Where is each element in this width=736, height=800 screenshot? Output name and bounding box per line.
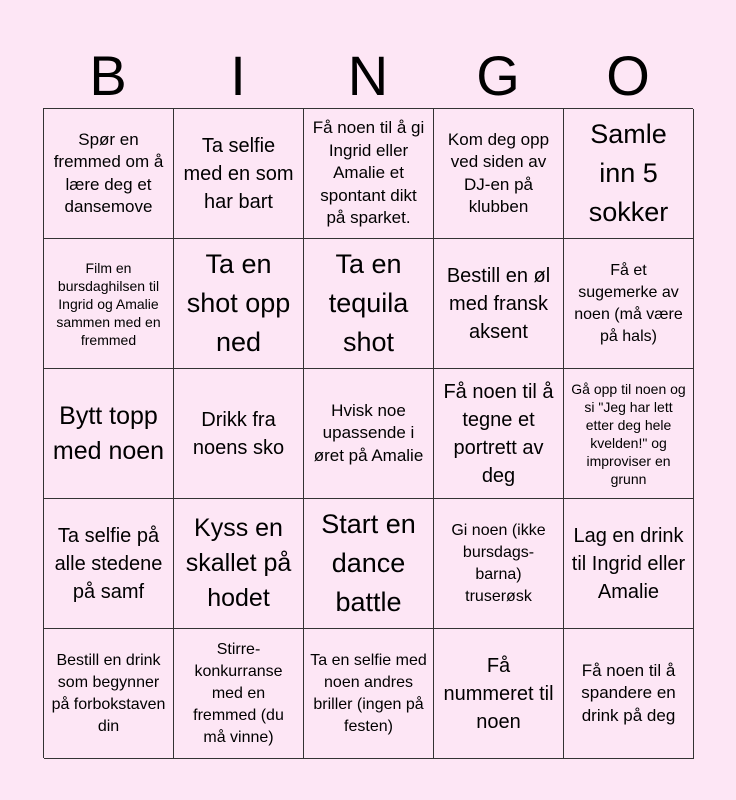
bingo-cell-4-5[interactable] — [564, 499, 694, 629]
header-letter-b: B — [89, 44, 127, 107]
bingo-header — [43, 44, 693, 108]
cell-text: Samle inn 5 sokker — [588, 119, 669, 227]
bingo-cell-3-3[interactable] — [304, 369, 434, 499]
cell-text: Få noen til å spandere en drink på deg — [581, 660, 676, 725]
cell-text: Bestill en drink som begynner på forbokstaven din — [51, 651, 166, 735]
header-letter-g: G — [476, 44, 520, 107]
bingo-cell-5-3[interactable] — [304, 629, 434, 759]
bingo-cell-1-2[interactable] — [174, 109, 304, 239]
cell-text: Få noen til å gi Ingrid eller Amalie et spontant dikt på sparket. — [312, 118, 425, 228]
bingo-cell-4-4[interactable] — [434, 499, 564, 629]
cell-text: Kom deg opp ved siden av DJ-en på klubben — [447, 129, 550, 216]
cell-text: Ta selfie med en som har bart — [183, 134, 294, 213]
bingo-cell-1-1[interactable] — [44, 109, 174, 239]
bingo-cell-4-3[interactable] — [304, 499, 434, 629]
bingo-cell-4-1[interactable] — [44, 499, 174, 629]
bingo-cell-1-4[interactable] — [434, 109, 564, 239]
bingo-cell-2-5[interactable] — [564, 239, 694, 369]
bingo-cell-3-5[interactable] — [564, 369, 694, 499]
cell-text: Spør en fremmed om å lære deg et dansemove — [53, 129, 164, 216]
bingo-cell-5-1[interactable] — [44, 629, 174, 759]
bingo-cell-5-2[interactable] — [174, 629, 304, 759]
bingo-cell-2-4[interactable] — [434, 239, 564, 369]
cell-text: Få nummeret til noen — [443, 654, 554, 733]
cell-text: Gå opp til noen og si "Jeg har lett etter deg hele kvelden!" og improviser en grunn — [571, 380, 686, 487]
cell-text: Få et sugemerke av noen (må være på hals) — [574, 261, 683, 345]
bingo-cell-5-5[interactable] — [564, 629, 694, 759]
cell-text: Hvisk noe upassende i øret på Amalie — [313, 400, 424, 465]
bingo-cell-2-1[interactable] — [44, 239, 174, 369]
cell-text: Drikk fra noens sko — [192, 408, 285, 459]
bingo-cell-3-2[interactable] — [174, 369, 304, 499]
cell-text: Kyss en skallet på hodet — [185, 514, 292, 612]
header-letter-o: O — [606, 44, 650, 107]
cell-text: Bytt topp med noen — [52, 401, 165, 465]
cell-text: Ta selfie på alle stedene på samf — [54, 524, 163, 603]
bingo-grid — [43, 108, 693, 758]
cell-text: Bestill en øl med fransk aksent — [446, 264, 551, 343]
bingo-cell-3-1[interactable] — [44, 369, 174, 499]
bingo-cell-2-3[interactable] — [304, 239, 434, 369]
cell-text: Få noen til å tegne et portrett av deg — [443, 380, 554, 487]
cell-text: Ta en shot opp ned — [186, 249, 291, 357]
bingo-cell-5-4[interactable] — [434, 629, 564, 759]
bingo-cell-3-4[interactable] — [434, 369, 564, 499]
bingo-cell-2-2[interactable] — [174, 239, 304, 369]
cell-text: Film en bursdaghilsen til Ingrid og Amalie sammen med en fremmed — [56, 259, 161, 348]
cell-text: Gi noen (ikke bursdags-barna) truserøsk — [451, 521, 546, 605]
bingo-cell-1-3[interactable] — [304, 109, 434, 239]
bingo-cell-4-2[interactable] — [174, 499, 304, 629]
header-letter-n: N — [347, 44, 389, 107]
cell-text: Start en dance battle — [321, 509, 416, 617]
header-letter-i: I — [230, 44, 246, 107]
cell-text: Ta en selfie med noen andres briller (ingen på festen) — [310, 651, 427, 735]
cell-text: Stirre-konkurranse med en fremmed (du må vinne) — [193, 640, 284, 746]
cell-text: Ta en tequila shot — [328, 249, 409, 357]
cell-text: Lag en drink til Ingrid eller Amalie — [571, 524, 686, 603]
bingo-cell-1-5[interactable] — [564, 109, 694, 239]
